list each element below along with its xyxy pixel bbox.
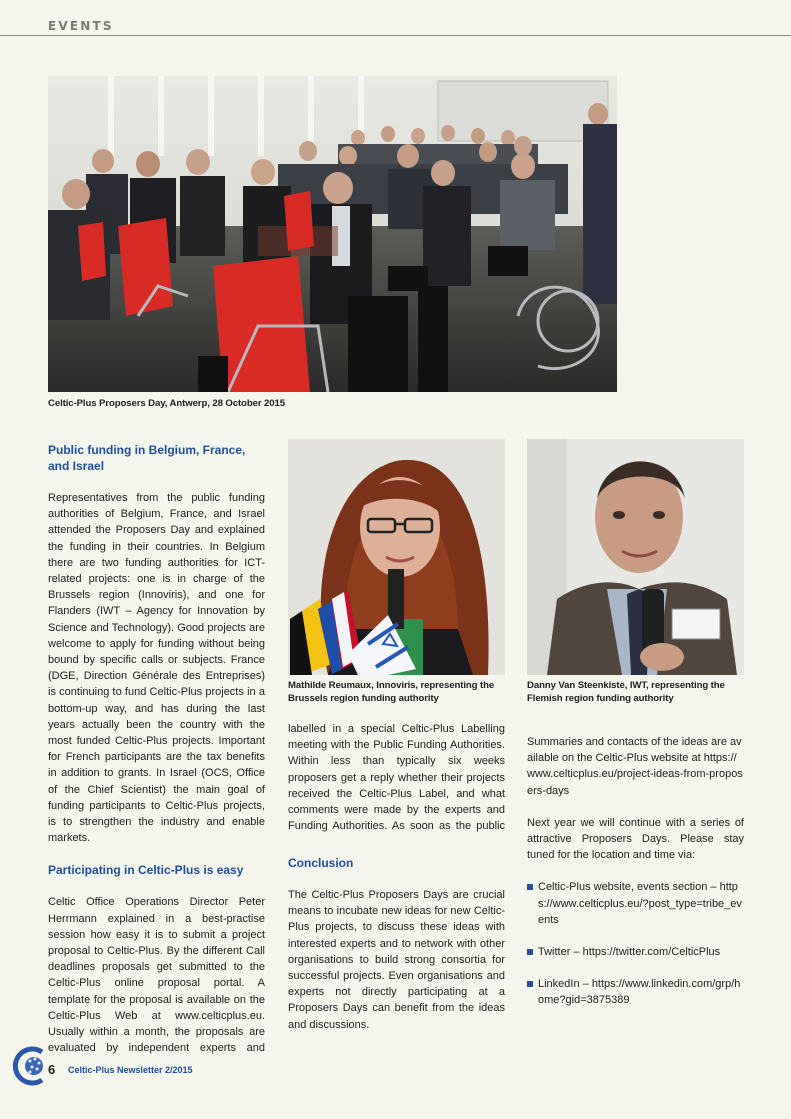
paragraph-conclusion: The Celtic-Plus Proposers Days are crucial means to incubate new ideas for new Celtic-Plus projects, to discuss these ideas with interested experts and to network with other organisations to build strong consortia for successful projects. Even organisations and experts not directly participating at a Proposers Days can benefit from the ideas and discussions.: [288, 889, 505, 1031]
column-1: [48, 442, 265, 1058]
section-label: EVENTS: [48, 19, 114, 33]
newsletter-issue: Celtic-Plus Newsletter 2/2015: [68, 1065, 193, 1075]
paragraph-participating-continued: labelled in a special Celtic-Plus Labelling meeting with the Public Funding Authorities. Within less than typically six weeks proposers get a reply whether their projects received the Celtic-Plus Label, and what comments were made by the experts and Funding Authorities. As soon as the public: [288, 724, 505, 833]
portrait-mathilde-reumaux: [288, 439, 505, 675]
heading-public-funding: Public funding in Belgium, France, and Israel: [48, 443, 246, 473]
portrait-danny-van-steenkiste: [527, 439, 744, 675]
paragraph-next-year: Next year we will continue with a series of attractive Proposers Days. Please stay tuned for the location and time via:: [527, 816, 744, 862]
link-twitter[interactable]: Twitter – https://twitter.com/CelticPlus: [527, 944, 744, 960]
link-linkedin[interactable]: LinkedIn – https://www.linkedin.com/grp/home?gid=3875389: [527, 976, 744, 1008]
column-2: [288, 724, 505, 1049]
heading-participating: Participating in Celtic-Plus is easy: [48, 863, 244, 878]
event-photo: [48, 76, 617, 392]
follow-links-list: [527, 879, 744, 1008]
page-number: 6: [48, 1062, 56, 1077]
portrait1-caption: Mathilde Reumaux, Innoviris, representing the Brussels region funding authority: [288, 680, 495, 704]
link-website[interactable]: Celtic-Plus website, events section – https://www.celticplus.eu/?post_type=tribe_events: [527, 879, 744, 928]
footer-logo: [12, 1046, 48, 1086]
portrait2-caption: Danny Van Steenkiste, IWT, representing the Flemish region funding authority: [527, 680, 725, 704]
paragraph-summaries: Summaries and contacts of the ideas are available on the Celtic-Plus website at https://www.celticplus.eu/project-ideas-from-proposers-days: [527, 736, 743, 797]
paragraph-participating: Celtic Office Operations Director Peter Herrmann explained in a best-practise session how easy it is to submit a project proposal to Celtic-Plus. By the different Call deadlines proposals get submitted to the Celtic-Plus online proposal portal. A template for the proposal is available on the Celtic-Plus Web at www.celticplus.eu. Usually within a month, the proposals are evaluated by independent experts and: [48, 896, 265, 1055]
header-rule: [0, 35, 791, 36]
column-3: [527, 734, 744, 1025]
paragraph-public-funding: Representatives from the public funding authorities of Belgium, France, and Israel attended the Proposers Day and explained the funding in their countries. In Belgium there are two funding authorities for ICT-related projects: one is in charge of the Brussels region (Innoviris), and one for Flanders (IWT – Agency for Innovation by Science and Technology). Good projects are welcome to apply for funding without being bound by specific calls or subjects. France (DGE, Direction Générale des Entreprises) is continuing to fund Celtic-Plus projects in a bottom-up way, and has during the last years actually been the country with the most funded Celtic-Plus projects. Important for French participants are the tax benefits in addition to grants. In Israel (OCS, Office of the Chief Scientist) the main goal of funding participants to Celtic-Plus projects, is to strengthen the industry and enable markets.: [48, 492, 265, 845]
main-photo-caption: Celtic-Plus Proposers Day, Antwerp, 28 October 2015: [48, 398, 285, 409]
heading-conclusion: Conclusion: [288, 856, 354, 870]
